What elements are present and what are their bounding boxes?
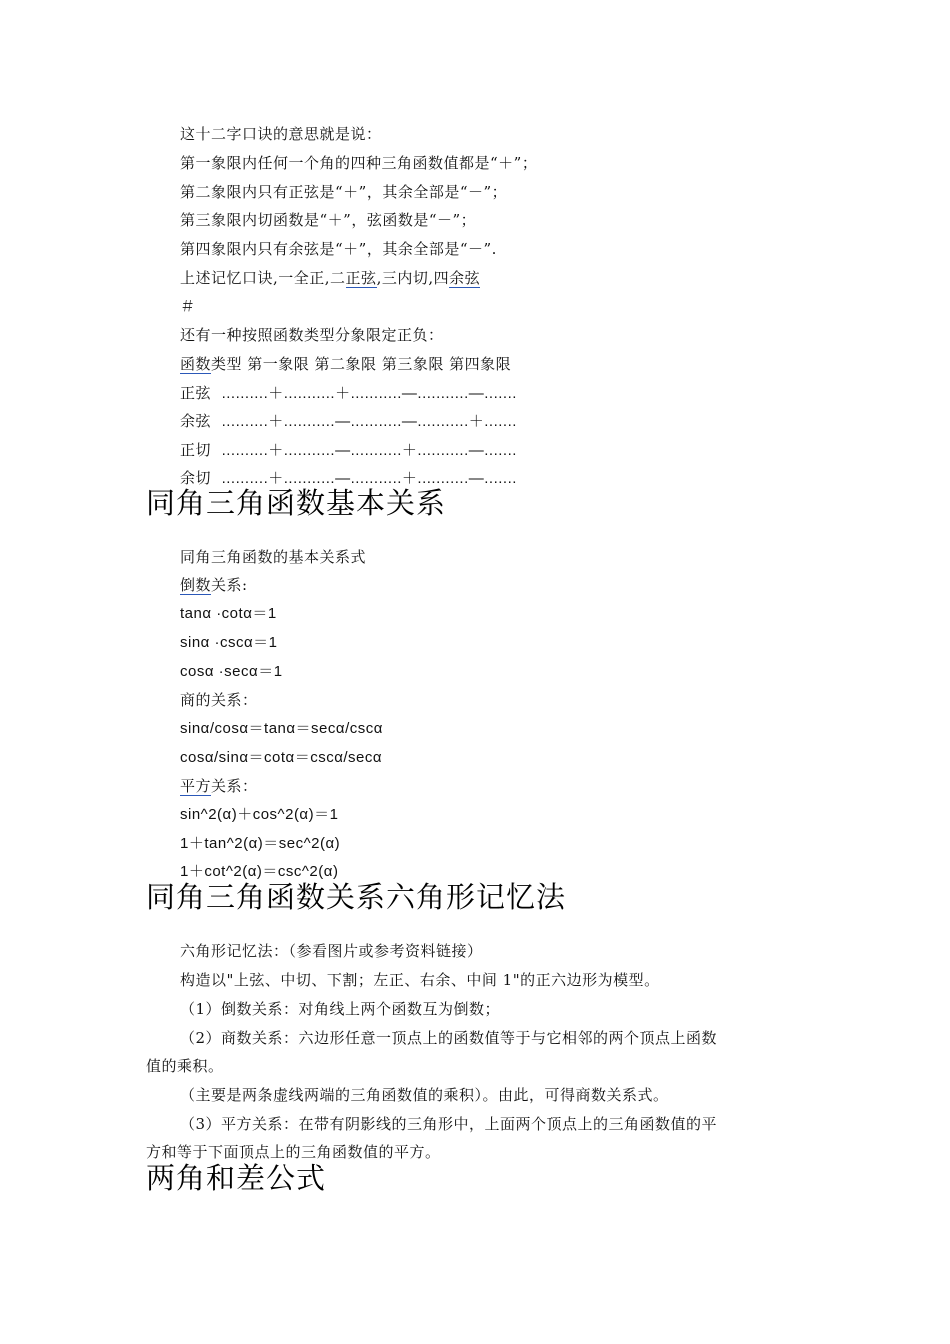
sine-link[interactable]: 正弦 [345,269,377,287]
table-row [180,383,517,404]
sign-row: ..........＋...........＋...........—...........—....... [221,385,517,402]
label-text: 关系： [211,777,258,795]
formula: cosα ·secα＝1 [180,663,283,680]
function-name: 正弦 [180,384,212,402]
function-name: 正切 [180,441,212,459]
sign-row: ..........＋...........—...........—...........＋....... [221,413,517,430]
text-line: 六角形记忆法：（参看图片或参考资料链接） [180,942,483,960]
section-heading: 两角和差公式 [146,1161,327,1195]
text-line: 同角三角函数的基本关系式 [180,548,367,566]
text-line: 第二象限内只有正弦是“＋”，其余全部是“－”； [180,183,508,201]
table-row [180,440,517,461]
reciprocal-link[interactable]: 倒数 [180,576,212,594]
formula: sinα ·cscα＝1 [180,634,278,651]
hash-mark: ＃ [180,297,196,315]
text-line: 构造以"上弦、中切、下割；左正、右余、中间 1"的正六边形为模型。 [180,971,660,989]
table-header [180,354,511,374]
text-line: 这十二字口诀的意思就是说： [180,125,382,143]
table-row [180,411,517,432]
text-line: （3）平方关系：在带有阴影线的三角形中，上面两个顶点上的三角函数值的平 [180,1115,718,1133]
square-link[interactable]: 平方 [180,777,212,795]
text-line: 第四象限内只有余弦是“＋”，其余全部是“－”. [180,240,497,258]
text-line: 还有一种按照函数类型分象限定正负： [180,326,444,344]
text-line: 第三象限内切函数是“＋”，弦函数是“－”； [180,211,477,229]
function-name: 余弦 [180,412,212,430]
quotient-label: 商的关系： [180,691,258,709]
table-header-text: 类型 第一象限 第二象限 第三象限 第四象限 [211,355,512,373]
formula: tanα ·cotα＝1 [180,605,277,622]
text-line: （2）商数关系：六边形任意一顶点上的函数值等于与它相邻的两个顶点上函数 [180,1029,718,1047]
function-name: 余切 [180,469,212,487]
cosine-link[interactable]: 余弦 [449,269,481,287]
formula: 1＋tan^2(α)＝sec^2(α) [180,835,341,852]
formula: sinα/cosα＝tanα＝secα/cscα [180,720,383,737]
formula: 1＋cot^2(α)＝csc^2(α) [180,863,339,880]
text-line: 值的乘积。 [146,1057,224,1075]
sign-row: ..........＋...........—...........＋...........—....... [221,470,517,487]
section-heading: 同角三角函数基本关系 [146,486,447,520]
formula: sin^2(α)＋cos^2(α)＝1 [180,806,339,823]
square-label [180,776,258,796]
function-link[interactable]: 函数 [180,355,212,373]
mnemonic-line [180,268,480,288]
mnemonic-text: 上述记忆口诀,一全正,二 [180,269,346,287]
text-line: （主要是两条虚线两端的三角函数值的乘积）。由此，可得商数关系式。 [180,1086,669,1104]
mnemonic-text: ,三内切,四 [376,269,450,287]
text-line: 方和等于下面顶点上的三角函数值的平方。 [146,1143,441,1161]
label-text: 关系: [211,576,248,594]
formula: cosα/sinα＝cotα＝cscα/secα [180,749,383,766]
text-line: 第一象限内任何一个角的四种三角函数值都是“＋”； [180,154,538,172]
section-heading: 同角三角函数关系六角形记忆法 [146,880,567,914]
sign-row: ..........＋...........—...........＋...........—....... [221,442,517,459]
reciprocal-label [180,575,248,595]
text-line: （1）倒数关系：对角线上两个函数互为倒数； [180,1000,501,1018]
